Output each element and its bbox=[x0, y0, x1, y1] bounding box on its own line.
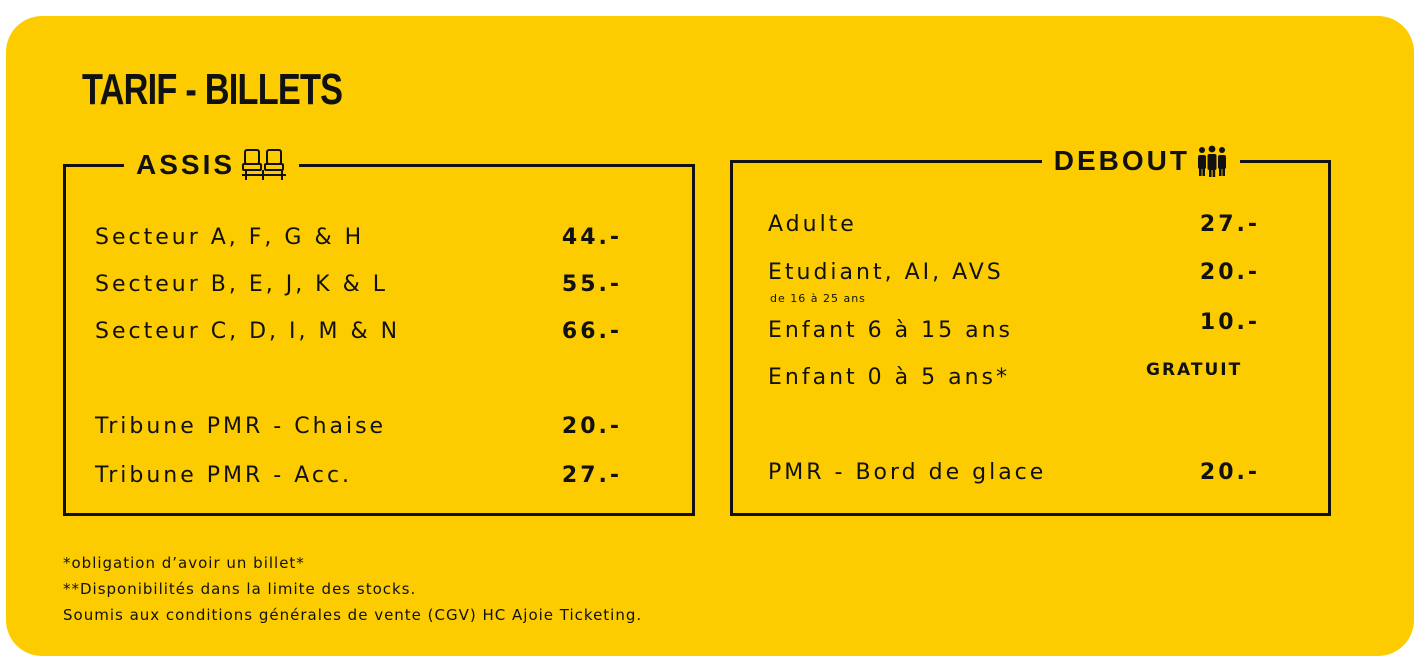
assis-row-price: 44.- bbox=[561, 225, 622, 250]
assis-heading bbox=[124, 145, 299, 185]
seats-icon bbox=[241, 148, 287, 182]
footnote: *obligation d’avoir un billet* bbox=[63, 554, 305, 572]
assis-row-label: Tribune PMR - Acc. bbox=[95, 463, 353, 488]
debout-row-sublabel: de 16 à 25 ans bbox=[770, 292, 866, 305]
page-title: TARIF - BILLETS bbox=[82, 65, 343, 114]
debout-heading-label: DEBOUT bbox=[1053, 145, 1190, 176]
debout-row-price: 20.- bbox=[1199, 460, 1260, 485]
assis-row-label: Tribune PMR - Chaise bbox=[95, 414, 387, 439]
debout-heading bbox=[1042, 141, 1240, 181]
debout-row-price: GRATUIT bbox=[1146, 360, 1243, 380]
debout-row-label: Etudiant, AI, AVS bbox=[768, 260, 1004, 285]
debout-row-label: PMR - Bord de glace bbox=[768, 460, 1047, 485]
footnote: Soumis aux conditions générales de vente (CGV) HC Ajoie Ticketing. bbox=[63, 606, 643, 624]
assis-row-price: 27.- bbox=[561, 463, 622, 488]
debout-row-label: Enfant 0 à 5 ans* bbox=[768, 365, 1010, 390]
debout-row-price: 20.- bbox=[1199, 260, 1260, 285]
assis-row-price: 66.- bbox=[561, 319, 622, 344]
footnote: **Disponibilités dans la limite des stocks. bbox=[63, 580, 417, 598]
debout-row-label: Adulte bbox=[768, 212, 857, 237]
debout-row-price: 10.- bbox=[1199, 310, 1260, 335]
standing-people-icon bbox=[1196, 145, 1228, 177]
assis-row-price: 55.- bbox=[561, 272, 622, 297]
debout-row-price: 27.- bbox=[1199, 212, 1260, 237]
footnotes bbox=[63, 550, 642, 628]
assis-row-label: Secteur B, E, J, K & L bbox=[95, 272, 389, 297]
assis-heading-label: ASSIS bbox=[136, 149, 236, 180]
assis-row-price: 20.- bbox=[561, 414, 622, 439]
assis-row-label: Secteur C, D, I, M & N bbox=[95, 319, 401, 344]
assis-row-label: Secteur A, F, G & H bbox=[95, 225, 365, 250]
debout-row-label: Enfant 6 à 15 ans bbox=[768, 318, 1013, 343]
